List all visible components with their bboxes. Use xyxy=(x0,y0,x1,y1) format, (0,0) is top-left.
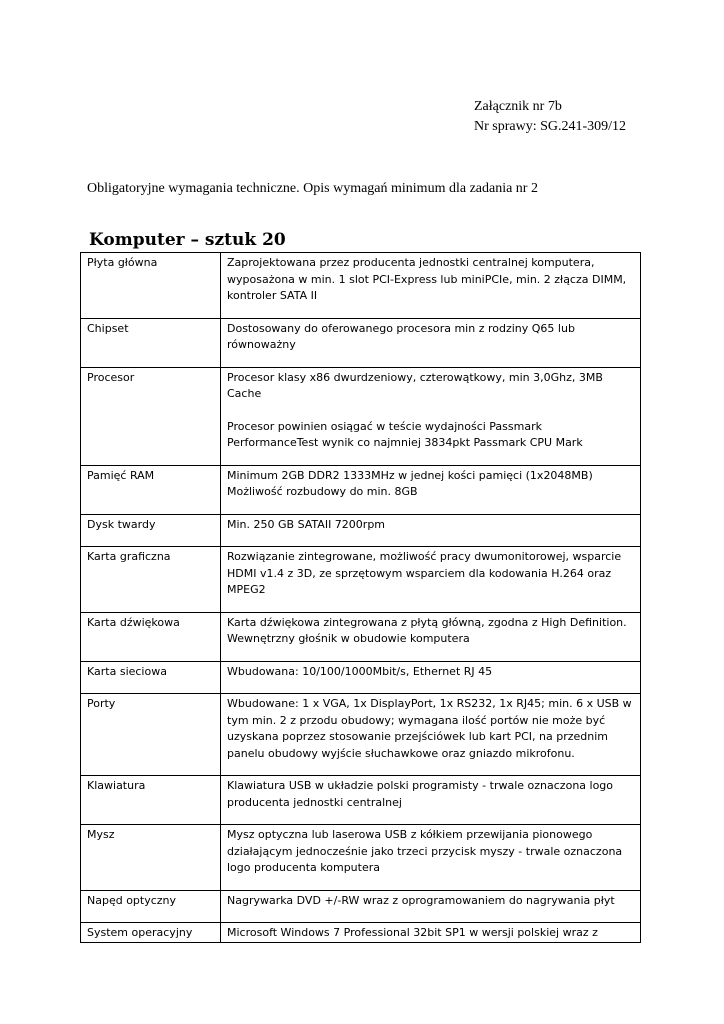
row-label: System operacyjny xyxy=(81,923,221,943)
table-row xyxy=(81,547,641,613)
row-description: Karta dźwiękowa zintegrowana z płytą główną, zgodna z High Definition. Wewnętrzny głośnik w obudowie komputera xyxy=(221,612,641,661)
table-row xyxy=(81,465,641,514)
row-label: Napęd optyczny xyxy=(81,890,221,923)
row-label: Klawiatura xyxy=(81,776,221,825)
table-row xyxy=(81,694,641,776)
table-row xyxy=(81,890,641,923)
table-row xyxy=(81,253,641,319)
row-description: Min. 250 GB SATAII 7200rpm xyxy=(221,514,641,547)
table-row xyxy=(81,661,641,694)
row-label: Dysk twardy xyxy=(81,514,221,547)
case-number: Nr sprawy: SG.241-309/12 xyxy=(474,119,627,134)
section-heading: Komputer – sztuk 20 xyxy=(89,230,286,250)
row-description-line: Procesor klasy x86 dwurdzeniowy, czterowątkowy, min 3,0Ghz, 3MB Cache xyxy=(227,370,603,400)
table-row xyxy=(81,367,641,465)
row-label: Procesor xyxy=(81,367,221,465)
row-description: Minimum 2GB DDR2 1333MHz w jednej kości pamięci (1x2048MB) Możliwość rozbudowy do min. 8GB xyxy=(221,465,641,514)
table-row xyxy=(81,318,641,367)
row-label: Chipset xyxy=(81,318,221,367)
attachment-label: Załącznik nr 7b xyxy=(474,99,562,114)
row-description: Klawiatura USB w układzie polski programisty - trwale oznaczona logo producenta jednostki centralnej xyxy=(221,776,641,825)
row-label: Karta sieciowa xyxy=(81,661,221,694)
table-row xyxy=(81,514,641,547)
row-description: Nagrywarka DVD +/-RW wraz z oprogramowaniem do nagrywania płyt xyxy=(221,890,641,923)
row-description xyxy=(221,367,641,465)
row-description-line: Procesor powinien osiągać w teście wydajności Passmark PerformanceTest wynik co najmniej 3834pkt Passmark CPU Mark xyxy=(227,419,583,449)
document-header xyxy=(474,97,626,137)
row-description: Rozwiązanie zintegrowane, możliwość pracy dwumonitorowej, wsparcie HDMI v1.4 z 3D, ze sprzętowym wsparciem dla kodowania H.264 oraz MPEG2 xyxy=(221,547,641,613)
table-row xyxy=(81,776,641,825)
row-description: Dostosowany do oferowanego procesora min z rodziny Q65 lub równoważny xyxy=(221,318,641,367)
row-description: Wbudowane: 1 x VGA, 1x DisplayPort, 1x RS232, 1x RJ45; min. 6 x USB w tym min. 2 z przodu obudowy; wymagana ilość portów nie może być uzyskana poprzez stosowanie przejściówek lub kart PCI, na przednim panelu obudowy wyjście słuchawkowe oraz gniazdo mikrofonu. xyxy=(221,694,641,776)
row-label: Płyta główna xyxy=(81,253,221,319)
row-label: Porty xyxy=(81,694,221,776)
row-label: Mysz xyxy=(81,825,221,891)
table-row xyxy=(81,612,641,661)
table-row xyxy=(81,923,641,943)
row-description: Wbudowana: 10/100/1000Mbit/s, Ethernet RJ 45 xyxy=(221,661,641,694)
row-label: Pamięć RAM xyxy=(81,465,221,514)
row-label: Karta dźwiękowa xyxy=(81,612,221,661)
table-row xyxy=(81,825,641,891)
row-description: Mysz optyczna lub laserowa USB z kółkiem przewijania pionowego działającym jednocześnie jako trzeci przycisk myszy - trwale oznaczona logo producenta komputera xyxy=(221,825,641,891)
row-description: Zaprojektowana przez producenta jednostki centralnej komputera, wyposażona w min. 1 slot PCI-Express lub miniPCIe, min. 2 złącza DIMM, kontroler SATA II xyxy=(221,253,641,319)
row-label: Karta graficzna xyxy=(81,547,221,613)
row-description: Microsoft Windows 7 Professional 32bit SP1 w wersji polskiej wraz z xyxy=(221,923,641,943)
requirements-table xyxy=(80,252,641,943)
intro-text: Obligatoryjne wymagania techniczne. Opis wymagań minimum dla zadania nr 2 xyxy=(87,181,538,196)
